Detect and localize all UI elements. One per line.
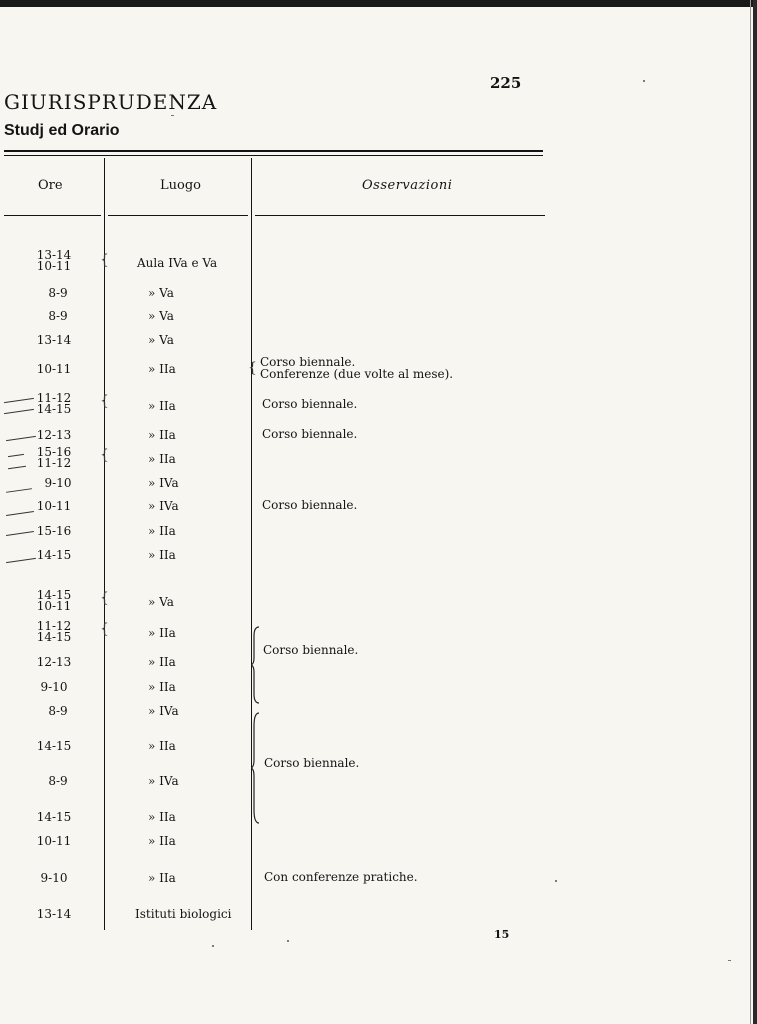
table-row (0, 907, 545, 931)
ore-cell: 12-13 (36, 428, 72, 442)
table-row (0, 309, 545, 333)
section-subtitle: Studj ed Orario (4, 122, 120, 139)
table-row (0, 548, 545, 572)
table-row (0, 590, 545, 614)
ore-cell: 9-10 (40, 680, 68, 694)
table-row (0, 447, 545, 471)
column-header-ore: Ore (38, 178, 63, 193)
luogo-cell: » IVa (148, 774, 179, 788)
scan-speck (728, 960, 731, 961)
brace-icon: { (248, 360, 257, 376)
ore-cell: 11-12 14-15 (36, 619, 72, 644)
ore-cell: 8-9 (48, 286, 68, 300)
ore-cell: 13-14 (36, 907, 72, 921)
luogo-cell: » IIa (148, 399, 176, 413)
luogo-cell: » IIa (148, 626, 176, 640)
luogo-cell: » IIa (148, 834, 176, 848)
table-row (0, 810, 545, 834)
scan-speck (171, 115, 174, 116)
ore-cell: 10-11 (36, 362, 72, 376)
luogo-cell: » IIa (148, 548, 176, 562)
brace-icon: { (100, 393, 109, 409)
header-underline-ore (4, 215, 101, 216)
curly-brace-icon (251, 626, 263, 704)
luogo-cell: » IIa (148, 524, 176, 538)
signature-number: 15 (494, 928, 510, 941)
scan-speck (555, 880, 557, 882)
ore-cell: 9-10 (40, 871, 68, 885)
header-underline-osservazioni (255, 215, 545, 216)
ore-cell: 12-13 (36, 655, 72, 669)
luogo-cell: » IIa (148, 871, 176, 885)
luogo-cell: » IIa (148, 739, 176, 753)
ore-cell: 13-14 (36, 333, 72, 347)
ore-cell: 8-9 (48, 309, 68, 323)
table-row (0, 286, 545, 310)
table-row (0, 621, 545, 645)
brace-icon: { (100, 621, 109, 637)
luogo-cell: » Va (148, 595, 174, 609)
ore-cell: 9-10 (44, 476, 72, 490)
luogo-cell: » Va (148, 309, 174, 323)
column-header-luogo: Luogo (160, 178, 201, 193)
table-row (0, 355, 545, 386)
ore-cell: 8-9 (48, 704, 68, 718)
scan-right-edge (753, 0, 757, 1024)
luogo-cell: » IVa (148, 704, 179, 718)
table-row (0, 834, 545, 858)
ore-cell: 8-9 (48, 774, 68, 788)
column-header-osservazioni: Osservazioni (362, 178, 453, 193)
luogo-cell: » IIa (148, 428, 176, 442)
table-row (0, 655, 545, 679)
table-row (0, 774, 545, 798)
ore-cell: 15-16 (36, 524, 72, 538)
scan-speck (287, 940, 289, 942)
luogo-cell: » IVa (148, 476, 179, 490)
luogo-cell: Aula IVa e Va (137, 256, 218, 270)
group-note-b: Corso biennale. (264, 756, 360, 770)
header-underline-luogo (108, 215, 248, 216)
page-number: 225 (490, 74, 522, 92)
note-cell: Con conferenze pratiche. (264, 870, 418, 884)
ore-cell: 14-15 10-11 (36, 588, 72, 613)
ore-cell: 11-12 14-15 (36, 391, 72, 416)
note-cell: Corso biennale. (262, 427, 358, 441)
note-cell: Corso biennale. (262, 498, 358, 512)
table-row (0, 333, 545, 357)
luogo-cell: Istituti biologici (135, 907, 232, 921)
scan-speck (212, 945, 214, 947)
table-row (0, 250, 545, 274)
luogo-cell: » Va (148, 286, 174, 300)
ore-cell: 13-14 10-11 (36, 248, 72, 273)
brace-icon: { (100, 590, 109, 606)
luogo-cell: » IIa (148, 452, 176, 466)
table-row (0, 871, 545, 895)
note-cell: Corso biennale. Conferenze (due volte al mese). (260, 355, 454, 381)
ore-cell: 14-15 (36, 810, 72, 824)
table-row (0, 393, 545, 417)
scan-top-edge (0, 0, 757, 7)
header-rule-top (4, 150, 543, 152)
ore-cell: 14-15 (36, 548, 72, 562)
group-brace-b (251, 712, 263, 824)
ore-cell: 15-16 11-12 (36, 445, 72, 470)
table-row (0, 704, 545, 728)
ore-cell: 14-15 (36, 739, 72, 753)
curly-brace-icon (251, 712, 263, 824)
luogo-cell: » Va (148, 333, 174, 347)
table-row (0, 680, 545, 704)
ore-cell: 10-11 (36, 834, 72, 848)
brace-icon: { (100, 447, 109, 463)
header-rule-bottom (4, 155, 543, 156)
luogo-cell: » IVa (148, 499, 179, 513)
faculty-title: GIURISPRUDENZA (4, 90, 218, 114)
table-row (0, 499, 545, 523)
group-note-a: Corso biennale. (263, 643, 359, 657)
scan-right-edge-line (750, 0, 751, 1024)
luogo-cell: » IIa (148, 362, 176, 376)
luogo-cell: » IIa (148, 810, 176, 824)
note-cell: Corso biennale. (262, 397, 358, 411)
ore-cell: 10-11 (36, 499, 72, 513)
scan-speck (643, 80, 645, 82)
brace-icon: { (100, 252, 109, 268)
luogo-cell: » IIa (148, 680, 176, 694)
table-row (0, 524, 545, 548)
table-row (0, 476, 545, 500)
luogo-cell: » IIa (148, 655, 176, 669)
group-brace-a (251, 626, 263, 704)
